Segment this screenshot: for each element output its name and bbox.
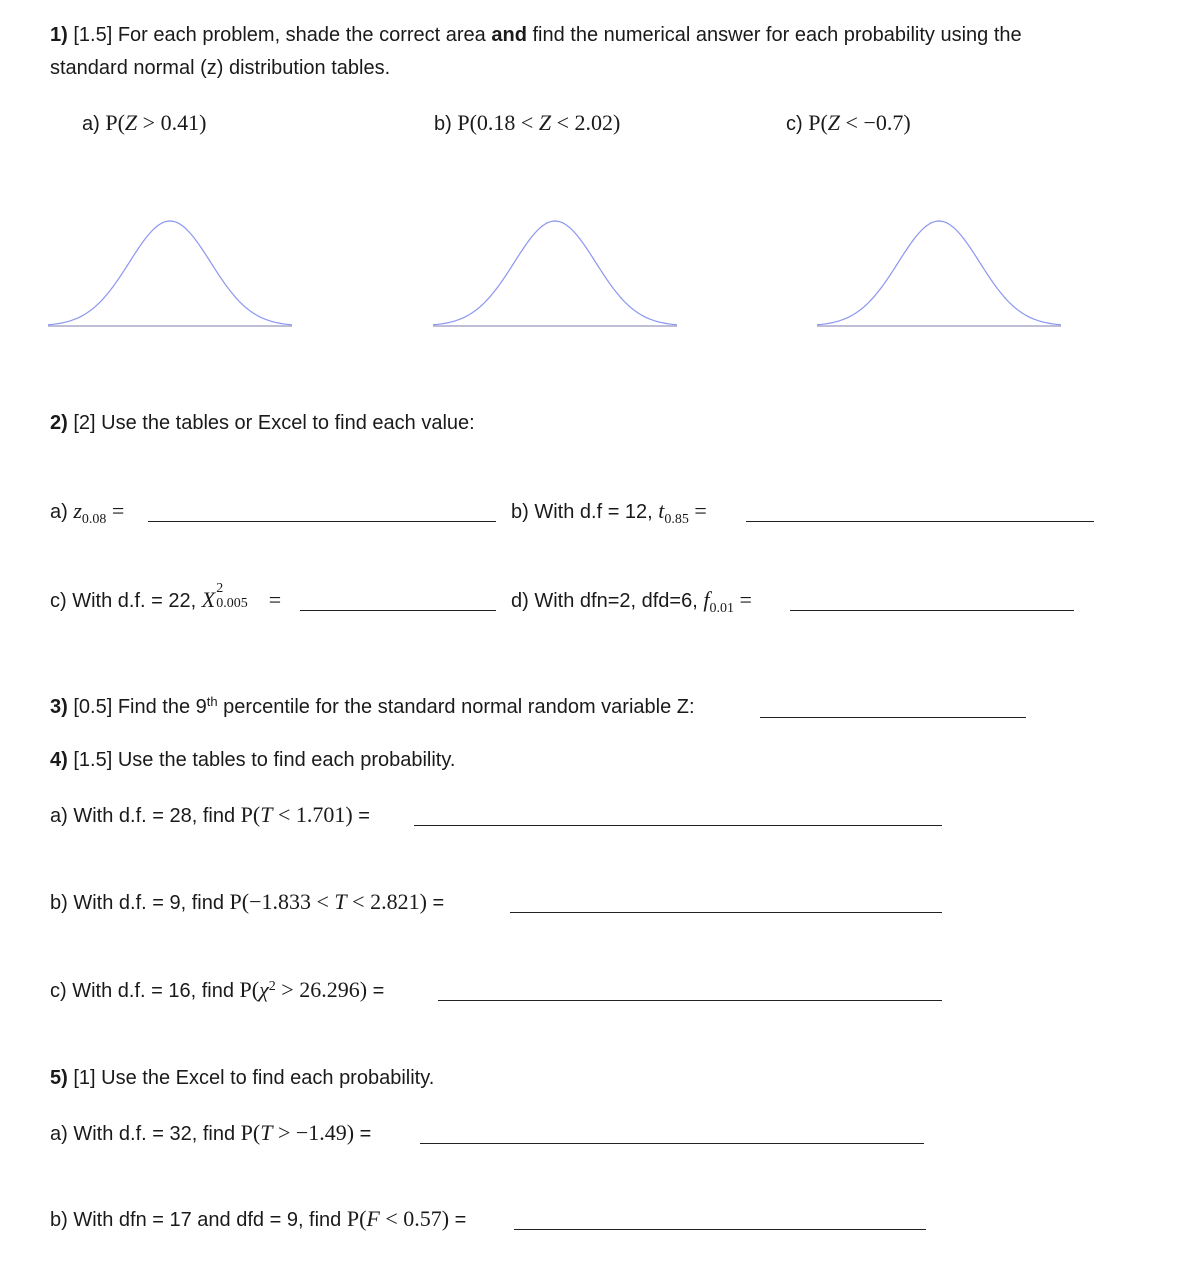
- answer-blank-q3[interactable]: [760, 717, 1026, 718]
- answer-blank-q4a[interactable]: [414, 825, 942, 826]
- q1-text-b: find the numerical answer for each probability using the: [526, 24, 1022, 46]
- q4-a: a) With d.f. = 28, find P(T < 1.701) =: [50, 802, 370, 827]
- q1-part-b: b) P(0.18 < Z < 2.02): [434, 110, 621, 135]
- q1-bold-and: and: [491, 24, 527, 46]
- q5-b: b) With dfn = 17 and dfd = 9, find P(F < 0.57) =: [50, 1206, 467, 1231]
- answer-blank-q2c[interactable]: [300, 610, 496, 611]
- normal-curve-a[interactable]: [48, 215, 292, 331]
- q1-line1: [50, 23, 1022, 47]
- q3-text: 3) [0.5] Find the 9th percentile for the standard normal random variable Z:: [50, 694, 695, 718]
- q5-a: a) With d.f. = 32, find P(T > −1.49) =: [50, 1120, 372, 1145]
- bell-curve: [817, 221, 1061, 325]
- q2-a: a) $z_{0.08}$ =: [50, 498, 125, 527]
- normal-curve-c[interactable]: [817, 215, 1061, 331]
- answer-blank-q4b[interactable]: [510, 912, 942, 913]
- q2-b: b) With d.f = 12, $t_{0.85}$ =: [511, 498, 707, 527]
- q4-c: c) With d.f. = 16, find $P(\chi^2 > 26.296)$ =: [50, 977, 385, 1002]
- q2-d: d) With dfn=2, dfd=6, $f_{0.01}$ =: [511, 587, 752, 616]
- normal-curve-b[interactable]: [433, 215, 677, 331]
- answer-blank-q5b[interactable]: [514, 1229, 926, 1230]
- bell-curve: [433, 221, 677, 325]
- q1-number: 1): [50, 24, 68, 46]
- answer-blank-q2b[interactable]: [746, 521, 1094, 522]
- answer-blank-q2a[interactable]: [148, 521, 496, 522]
- q1-part-a: a) P(Z > 0.41): [82, 110, 207, 135]
- q2-c: c) With d.f. = 22, X 2 0.005 =: [50, 581, 282, 612]
- answer-blank-q4c[interactable]: [438, 1000, 942, 1001]
- q1-part-c: c) P(Z < −0.7): [786, 110, 911, 135]
- q1-text-a: [1.5] For each problem, shade the correct area: [73, 24, 492, 46]
- q4-b: b) With d.f. = 9, find P(−1.833 < T < 2.821) =: [50, 889, 445, 914]
- q4-heading: 4) [1.5] Use the tables to find each probability.: [50, 749, 456, 771]
- q5-heading: 5) [1] Use the Excel to find each probability.: [50, 1067, 435, 1089]
- answer-blank-q2d[interactable]: [790, 610, 1074, 611]
- bell-curve: [48, 221, 292, 325]
- q1-line2: standard normal (z) distribution tables.: [50, 57, 391, 79]
- answer-blank-q5a[interactable]: [420, 1143, 924, 1144]
- q2-heading: 2) [2] Use the tables or Excel to find each value:: [50, 412, 475, 434]
